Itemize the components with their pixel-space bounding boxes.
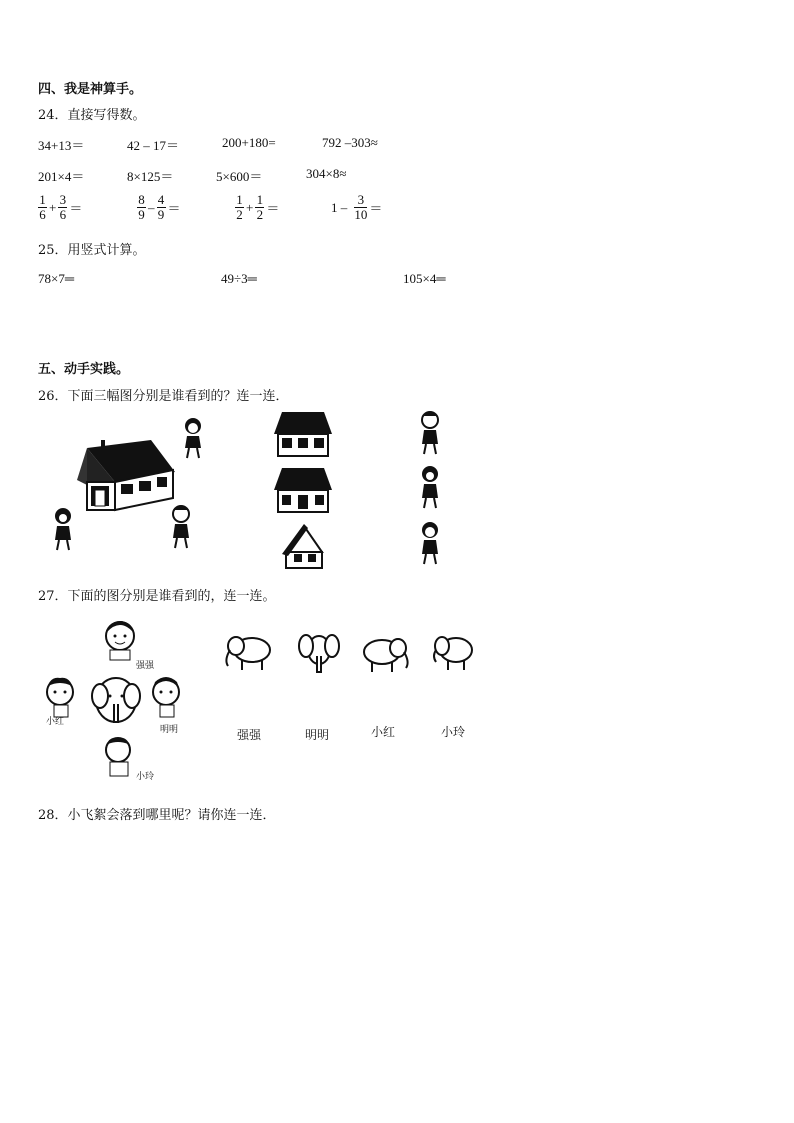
operator: + — [246, 199, 254, 215]
fraction — [58, 193, 67, 222]
scene-name-label: 强强 — [136, 661, 155, 671]
scene-name-label: 小玲 — [136, 772, 155, 782]
denominator: 2 — [236, 207, 243, 222]
denominator: 9 — [138, 207, 145, 222]
house-scene-illustration — [45, 410, 225, 558]
equals-sign: ＝ — [69, 201, 83, 216]
oral-calc-item: 200+180= — [222, 135, 276, 150]
elephant-view-side-right — [360, 634, 412, 676]
denominator: 6 — [59, 207, 67, 222]
child-figure — [185, 418, 201, 458]
section-title-5: 五、动手实践。 — [38, 362, 130, 377]
oral-calc-item: 5×600＝ — [216, 169, 263, 184]
answer-label: 小红 — [371, 725, 396, 739]
elephant-view-back — [430, 632, 476, 674]
operator: + — [49, 199, 57, 215]
section-title-4: 四、我是神算手。 — [38, 82, 143, 97]
question-24-label: 24．直接写得数。 — [38, 108, 146, 123]
answer-label: 小玲 — [441, 725, 466, 739]
numerator: 3 — [357, 192, 365, 207]
child-figure — [55, 508, 71, 550]
child-face-xiaohong — [46, 678, 74, 717]
child-figure — [422, 522, 438, 564]
scene-name-label: 小红 — [46, 717, 65, 727]
numerator: 8 — [138, 192, 145, 207]
numerator: 1 — [39, 192, 46, 207]
oral-calc-item: 8×125＝ — [127, 169, 174, 184]
fraction — [354, 193, 367, 222]
question-25-label: 25．用竖式计算。 — [38, 243, 146, 258]
house-view-gable — [282, 524, 322, 568]
fraction — [157, 193, 166, 222]
child-figure — [173, 506, 189, 548]
elephant-drawing — [92, 678, 140, 722]
elephant-view-side-left — [222, 632, 274, 674]
fraction-expression — [235, 193, 281, 222]
fraction-expression — [137, 193, 183, 222]
equals-sign: ＝ — [266, 201, 280, 216]
equals-sign: ＝ — [369, 201, 383, 216]
elephant-view-front — [298, 628, 340, 676]
child-face-mingming — [153, 677, 179, 717]
equals-sign: ＝ — [167, 201, 181, 216]
answer-label: 明明 — [305, 728, 330, 742]
whole-number: 1 – — [331, 199, 348, 215]
oral-calc-item: 304×8≈ — [306, 166, 347, 181]
denominator: 2 — [256, 207, 264, 222]
house-view-side — [274, 412, 332, 456]
child-figure — [422, 466, 438, 508]
question-27-label: 27．下面的图分别是谁看到的，连一连。 — [38, 589, 276, 604]
numerator: 3 — [59, 192, 67, 207]
house-views-column — [268, 410, 334, 570]
oral-calc-item: 792 –303≈ — [322, 135, 378, 150]
operator: – — [148, 199, 155, 215]
numerator: 1 — [256, 192, 264, 207]
fraction — [235, 193, 244, 222]
fraction — [255, 193, 264, 222]
denominator: 6 — [39, 207, 46, 222]
fraction — [137, 193, 146, 222]
child-face-xiaoling — [106, 738, 130, 776]
denominator: 10 — [354, 207, 368, 222]
vertical-calc-item: 49÷3═ — [221, 271, 257, 286]
question-28-label: 28．小飞絮会落到哪里呢？请你连一连． — [38, 808, 276, 823]
oral-calc-item: 42 – 17＝ — [127, 138, 180, 153]
fraction-expression — [329, 193, 384, 222]
answer-label: 强强 — [237, 728, 262, 742]
denominator: 9 — [157, 207, 165, 222]
question-26-label: 26．下面三幅图分别是谁看到的？连一连． — [38, 389, 289, 404]
house-3d-drawing — [77, 440, 175, 510]
fraction — [38, 193, 47, 222]
scene-name-label: 明明 — [160, 725, 179, 735]
child-face-qiangqiang — [106, 621, 134, 660]
fraction-expression — [38, 193, 84, 222]
house-view-front — [274, 468, 332, 512]
numerator: 4 — [157, 192, 165, 207]
oral-calc-item: 201×4＝ — [38, 169, 85, 184]
numerator: 1 — [236, 192, 243, 207]
vertical-calc-item: 78×7═ — [38, 271, 75, 286]
child-figure — [422, 412, 438, 454]
vertical-calc-item: 105×4═ — [403, 271, 446, 286]
oral-calc-item: 34+13＝ — [38, 138, 85, 153]
elephant-scene-illustration — [40, 618, 200, 784]
children-column — [410, 408, 452, 568]
